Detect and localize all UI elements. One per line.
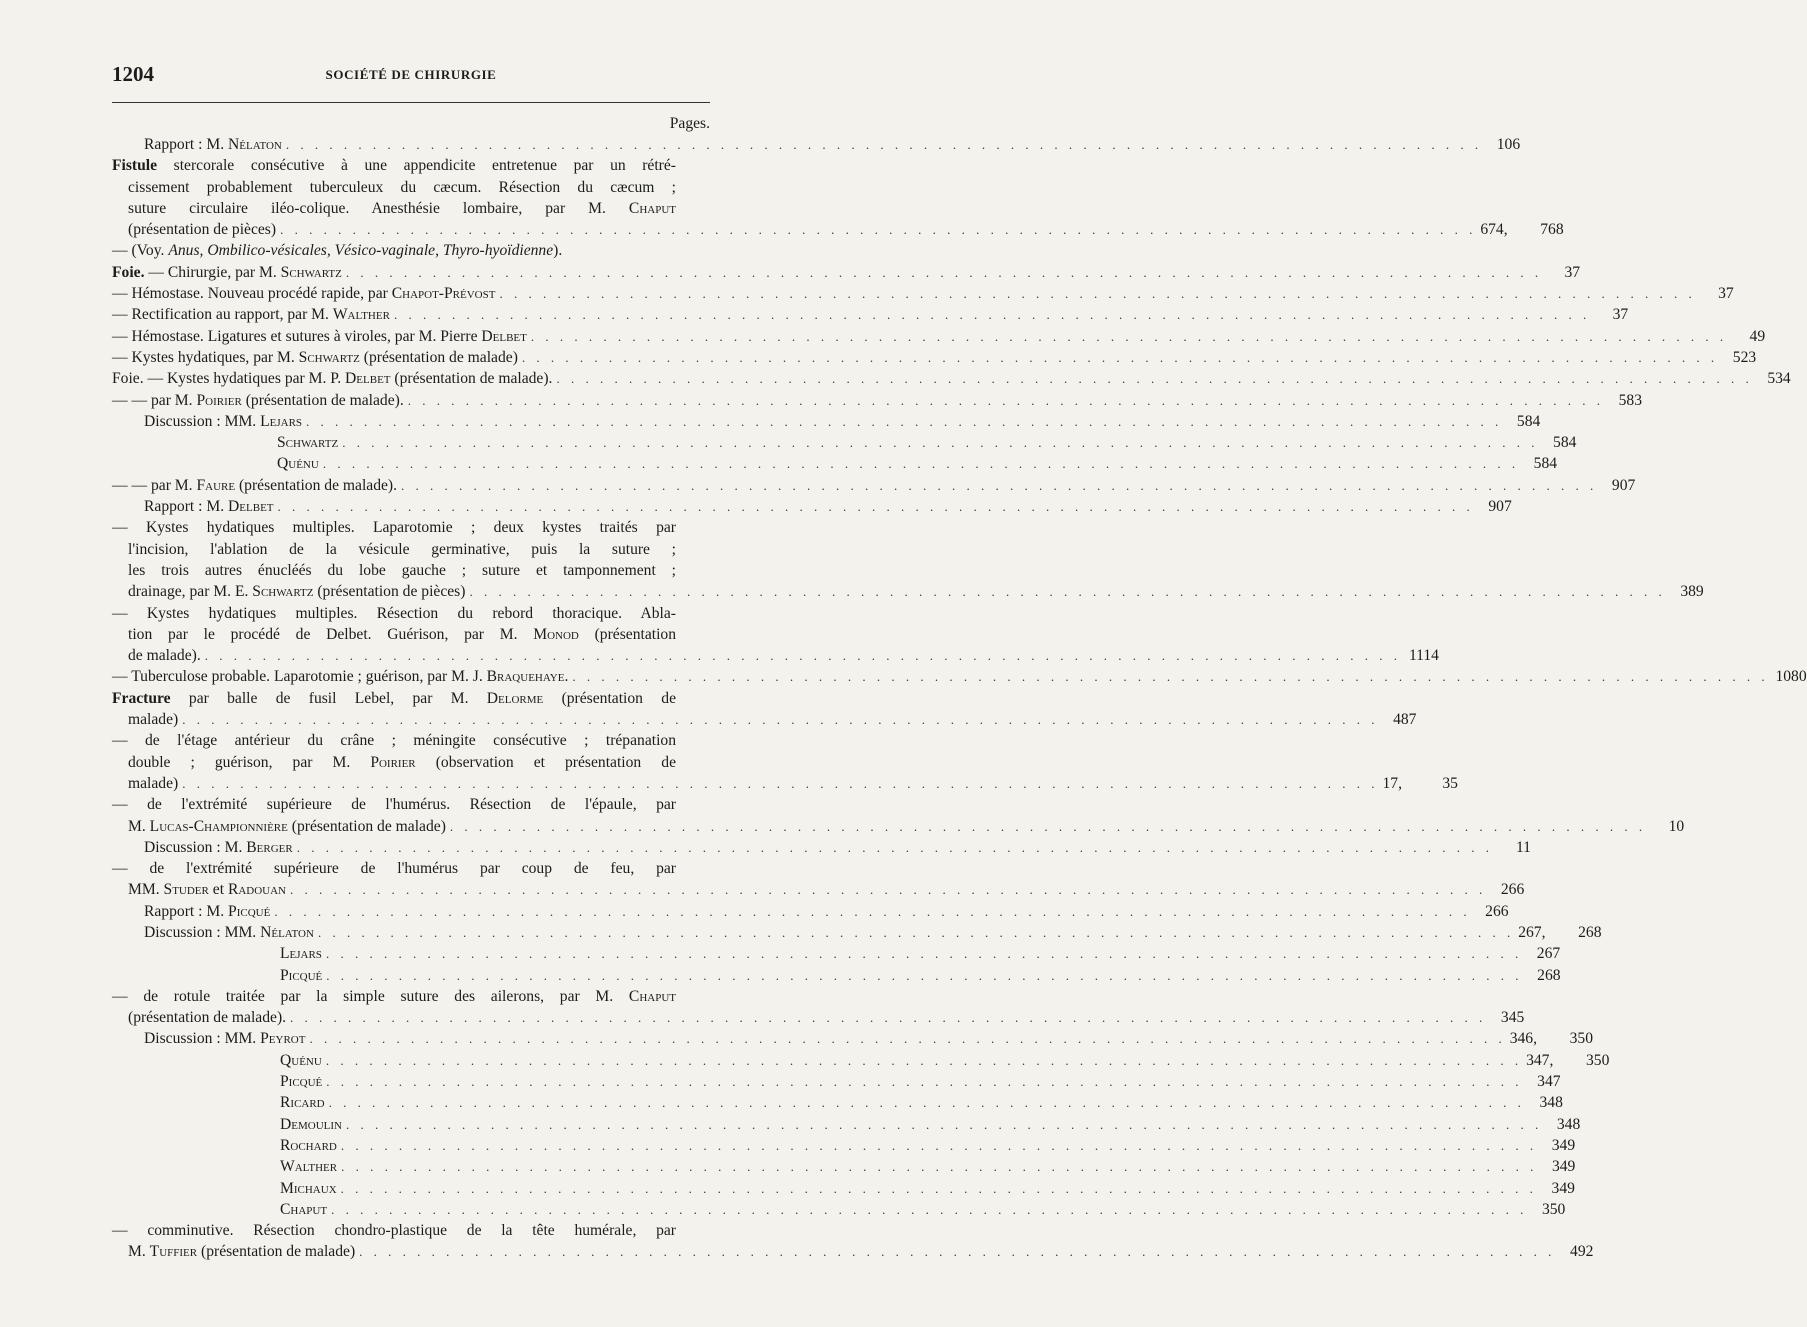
index-line: — de l'extrémité supérieure de l'humérus. Résection de l'épaule, par	[112, 796, 676, 814]
index-line: Fistule stercorale consécutive à une appendicite entretenue par un rétré-	[112, 157, 676, 175]
page-ref: 349	[1551, 1136, 1576, 1154]
index-line: Discussion : M. Berger . . . 11	[112, 837, 710, 858]
index-line: Chaput . . . 350	[112, 1199, 710, 1220]
header-rule	[112, 102, 710, 103]
index-line: (présentation de pièces) . . . 674, 768	[112, 219, 710, 240]
page-ref: 584	[1516, 412, 1541, 430]
index-line: malade) . . . 487	[112, 709, 710, 730]
index-line: — de l'extrémité supérieure de l'humérus par coup de feu, par	[112, 860, 676, 878]
page-ref: 1080	[1775, 668, 1807, 686]
index-line: (présentation de malade). . . . 345	[112, 1007, 710, 1028]
page-ref: 346,	[1509, 1030, 1537, 1048]
page-ref: 35	[1442, 774, 1458, 792]
page-ref: 345	[1500, 1009, 1525, 1027]
index-line: — de rotule traitée par la simple suture des ailerons, par M. Chaput	[112, 987, 676, 1005]
index-line: — Kystes hydatiques multiples. Résection du rebord thoracique. Abla-	[112, 604, 676, 622]
index-line: — Kystes hydatiques, par M. Schwartz (présentation de malade) . . . 523	[112, 347, 710, 368]
page-ref: 268	[1578, 923, 1602, 941]
index-line: Ricard . . . 348	[112, 1092, 710, 1113]
page-ref: 389	[1680, 583, 1704, 601]
index-line: de malade). . . . 1114	[112, 645, 710, 666]
page-ref: 1114	[1408, 647, 1439, 665]
index-line: Foie. — Chirurgie, par M. Schwartz . . . 37	[112, 262, 710, 283]
index-line: tion par le procédé de Delbet. Guérison, par M. Monod (présentation	[128, 625, 677, 643]
entry-heading: Fistule	[112, 157, 158, 175]
page-ref: 348	[1539, 1094, 1563, 1112]
page-ref: 350	[1541, 1200, 1566, 1218]
index-line: drainage, par M. E. Schwartz (présentation de pièces) . . . 389	[112, 581, 710, 602]
page-ref: 267,	[1518, 923, 1546, 941]
index-line: Picqué . . . 268	[112, 965, 710, 986]
page-ref: 49	[1749, 327, 1766, 345]
page-ref: 907	[1611, 476, 1636, 494]
index-line: Foie. — Kystes hydatiques par M. P. Delbet (présentation de malade). . . . 534	[112, 368, 710, 389]
index-line: — — par M. Poirier (présentation de malade). . . . 583	[112, 390, 710, 411]
index-line: — Tuberculose probable. Laparotomie ; guérison, par M. J. Braquehaye. . . . 1080	[112, 666, 710, 687]
index-line: — Hémostase. Nouveau procédé rapide, par Chapot-Prévost . . . 37	[112, 283, 710, 304]
index-line: — Hémostase. Ligatures et sutures à viroles, par M. Pierre Delbet . . . 49	[112, 326, 710, 347]
page-ref: 584	[1553, 434, 1577, 452]
index-line: Demoulin . . . 348	[112, 1114, 710, 1135]
index-line: les trois autres énucléés du lobe gauche ; suture et tamponnement ;	[128, 561, 676, 579]
index-line: Rapport : M. Picqué . . . 266	[112, 901, 710, 922]
page-ref: 534	[1767, 370, 1791, 388]
index-line: MM. Studer et Radouan . . . 266	[112, 879, 710, 900]
page-ref: 347	[1537, 1073, 1561, 1091]
page-ref: 11	[1515, 838, 1531, 856]
page-ref: 17,	[1382, 774, 1402, 792]
index-line: — comminutive. Résection chondro-plastique de la tête humérale, par	[112, 1222, 676, 1240]
index-line: Picqué . . . 347	[112, 1071, 710, 1092]
index-line: Discussion : MM. Nélaton . . . 267, 268	[112, 922, 710, 943]
entry-heading: Foie.	[112, 263, 145, 281]
page-ref: 37	[1612, 306, 1629, 324]
page-ref: 492	[1570, 1243, 1594, 1261]
index-line: Rochard . . . 349	[112, 1135, 710, 1156]
page-ref: 348	[1556, 1115, 1581, 1133]
index-line: — Kystes hydatiques multiples. Laparotomie ; deux kystes traités par	[112, 519, 676, 537]
page-ref: 907	[1488, 498, 1512, 516]
running-title: SOCIÉTÉ DE CHIRURGIE	[325, 67, 497, 82]
index-line: Fracture par balle de fusil Lebel, par M. Delorme (présentation de	[112, 689, 676, 707]
page-ref: 267	[1536, 945, 1561, 963]
index-line: Walther . . . 349	[112, 1156, 710, 1177]
page-header	[112, 62, 710, 92]
page-ref: 266	[1485, 902, 1509, 920]
index-line: malade) . . . 17, 35	[112, 773, 710, 794]
index-line: cissement probablement tuberculeux du cæcum. Résection du cæcum ;	[128, 178, 676, 196]
page-ref: 349	[1551, 1158, 1576, 1176]
page-ref: 266	[1500, 881, 1525, 899]
page-ref: 350	[1569, 1030, 1593, 1048]
page-ref: 10	[1668, 817, 1685, 835]
page-number: 1204	[112, 62, 154, 86]
index-line: Schwartz . . . 584	[112, 432, 710, 453]
index-line: double ; guérison, par M. Poirier (observation et présentation de	[128, 753, 676, 771]
page-ref: 768	[1540, 221, 1564, 239]
index-line: — Rectification au rapport, par M. Walther . . . 37	[112, 304, 710, 325]
index-line: Discussion : MM. Peyrot . . . 346, 350	[112, 1028, 710, 1049]
index-line: — — par M. Faure (présentation de malade). . . . 907	[112, 475, 710, 496]
index-line: — (Voy. Anus, Ombilico-vésicales, Vésico-vaginale, Thyro-hyoïdienne).	[112, 242, 563, 260]
index-line: Quénu . . . 347, 350	[112, 1050, 710, 1071]
page-ref: 487	[1393, 711, 1417, 729]
page-ref: 37	[1564, 263, 1581, 281]
page-ref: 584	[1533, 455, 1558, 473]
index-line: M. Lucas-Championnière (présentation de malade) . . . 10	[112, 816, 710, 837]
page-ref: 37	[1718, 285, 1734, 303]
page-ref: 583	[1618, 391, 1642, 409]
index-line: Quénu . . . 584	[112, 453, 710, 474]
index-line: Rapport : M. Nélaton . . . 106	[112, 134, 710, 155]
index-line: suture circulaire iléo-colique. Anesthésie lombaire, par M. Chaput	[128, 199, 676, 217]
page-ref: 523	[1732, 348, 1757, 366]
page-ref: 350	[1585, 1051, 1610, 1069]
index-line: — de l'étage antérieur du crâne ; méningite consécutive ; trépanation	[112, 732, 676, 750]
index-line: Michaux . . . 349	[112, 1178, 710, 1199]
page-ref: 268	[1537, 966, 1561, 984]
index-list	[112, 113, 1807, 1263]
index-line: l'incision, l'ablation de la vésicule germinative, puis la suture ;	[128, 540, 676, 558]
index-line: Lejars . . . 267	[112, 943, 710, 964]
page-ref: 674,	[1480, 221, 1508, 239]
pages-column-label: Pages.	[669, 115, 710, 132]
index-line: M. Tuffier (présentation de malade) . . . 492	[112, 1241, 710, 1262]
page-ref: 347,	[1526, 1051, 1554, 1069]
page-ref: 349	[1551, 1179, 1575, 1197]
index-line: Discussion : MM. Lejars . . . 584	[112, 411, 710, 432]
page-ref: 106	[1496, 136, 1521, 153]
index-line: Rapport : M. Delbet . . . 907	[112, 496, 710, 517]
entry-heading: Fracture	[112, 689, 171, 707]
